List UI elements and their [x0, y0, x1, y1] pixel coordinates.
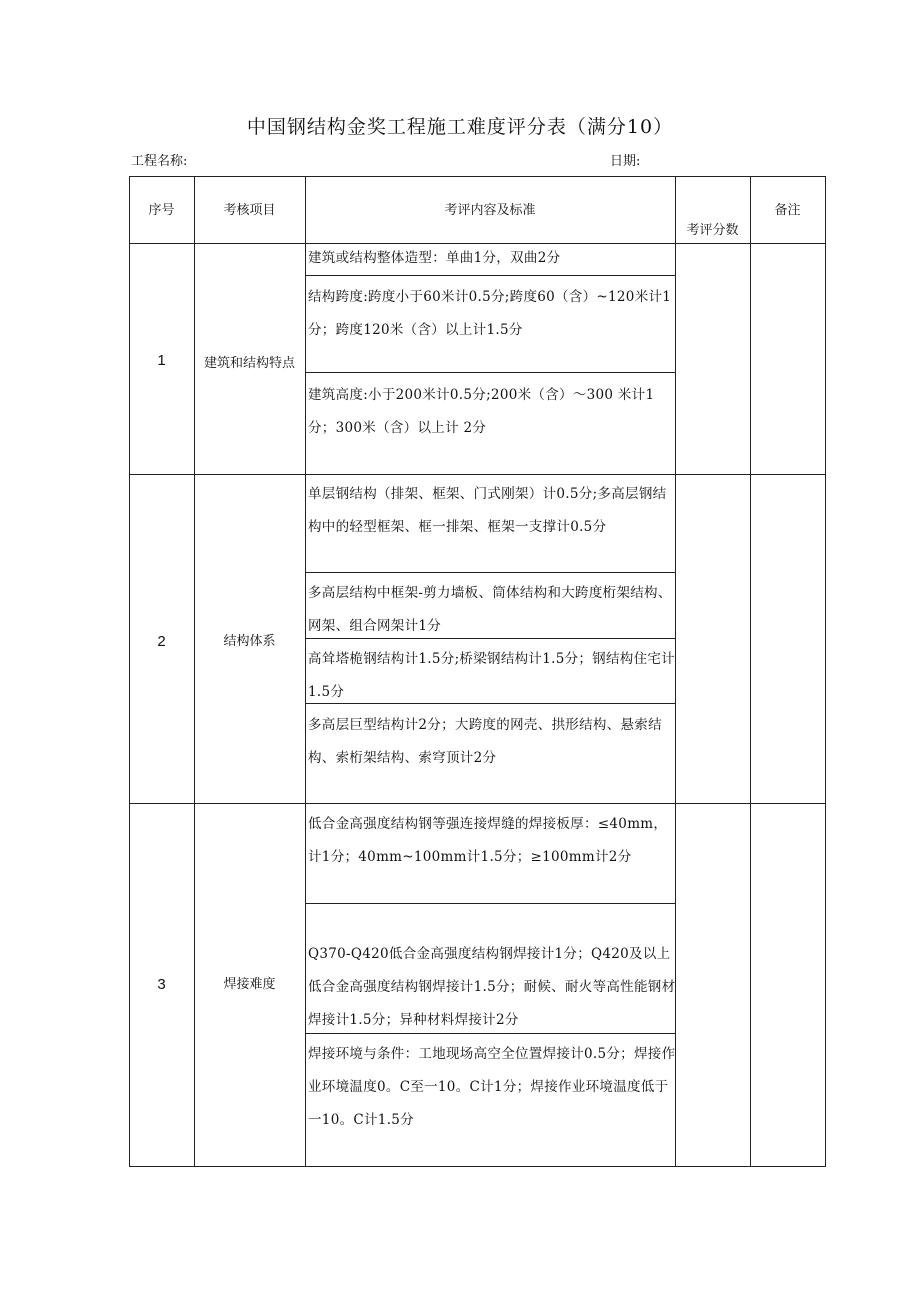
column-divider	[750, 176, 751, 1167]
criteria-text: 建筑或结构整体造型：单曲1分，双曲2分	[308, 250, 561, 266]
header-item: 考核项目	[223, 203, 276, 218]
criteria-divider	[305, 572, 675, 573]
criteria-divider	[305, 372, 675, 373]
header-note: 备注	[774, 203, 801, 218]
criteria-divider	[305, 275, 675, 276]
section-item: 建筑和结构特点	[203, 356, 295, 371]
table-border-bottom	[129, 1166, 826, 1167]
criteria-text: 多高层巨型结构计2分；大跨度的网壳、拱形结构、悬索结构、索桁架结构、索穹顶计2分	[308, 717, 662, 766]
header-seq: 序号	[148, 203, 175, 218]
page-title: 中国钢结构金奖工程施工难度评分表（满分10）	[246, 116, 674, 138]
table-border-left	[129, 176, 130, 1167]
table-border-right	[825, 176, 826, 1167]
row-divider	[129, 803, 826, 804]
section-seq: 3	[157, 976, 166, 993]
criteria-text: 低合金高强度结构钢等强连接焊缝的焊接板厚：≤40mm，计1分；40mm~100mm计1.5分；≥100mm计2分	[308, 816, 668, 865]
header-score: 考评分数	[686, 223, 739, 238]
column-divider	[194, 176, 195, 1167]
table-border-top	[129, 176, 826, 177]
date-label: 日期:	[610, 154, 641, 169]
header-content: 考评内容及标准	[444, 203, 536, 218]
scoring-table	[129, 176, 826, 1167]
row-divider	[129, 474, 826, 475]
section-seq: 2	[157, 633, 166, 650]
criteria-text: 高耸塔桅钢结构计1.5分;桥梁钢结构计1.5分；钢结构住宅计1.5分	[308, 651, 675, 700]
criteria-divider	[305, 903, 675, 904]
criteria-text: Q370-Q420低合金高强度结构钢焊接计1分；Q420及以上低合金高强度结构钢焊接计1.5分；耐候、耐火等高性能钢材焊接计1.5分；异种材料焊接计2分	[308, 946, 676, 1028]
section-item: 结构体系	[223, 634, 276, 649]
criteria-text: 焊接环境与条件：工地现场高空全位置焊接计0.5分；焊接作业环境温度0。C至一10。C计1分；焊接作业环境温度低于一10。C计1.5分	[308, 1046, 676, 1128]
criteria-text: 建筑高度:小于200米计0.5分;200米（含）～300 米计1分；300米（含）以上计 2分	[308, 387, 655, 436]
section-item: 焊接难度	[223, 977, 276, 992]
project-name-label: 工程名称:	[131, 154, 188, 169]
section-seq: 1	[157, 352, 166, 369]
criteria-text: 结构跨度:跨度小于60米计0.5分;跨度60（含）~120米计1分；跨度120米（含）以上计1.5分	[308, 289, 672, 338]
column-divider	[305, 176, 306, 1167]
criteria-text: 单层钢结构（排架、框架、门式刚架）计0.5分;多高层钢结构中的轻型框架、框一排架、框架一支撑计0.5分	[308, 486, 667, 535]
criteria-text: 多高层结构中框架-剪力墙板、筒体结构和大跨度桁架结构、网架、组合网架计1分	[308, 585, 672, 634]
